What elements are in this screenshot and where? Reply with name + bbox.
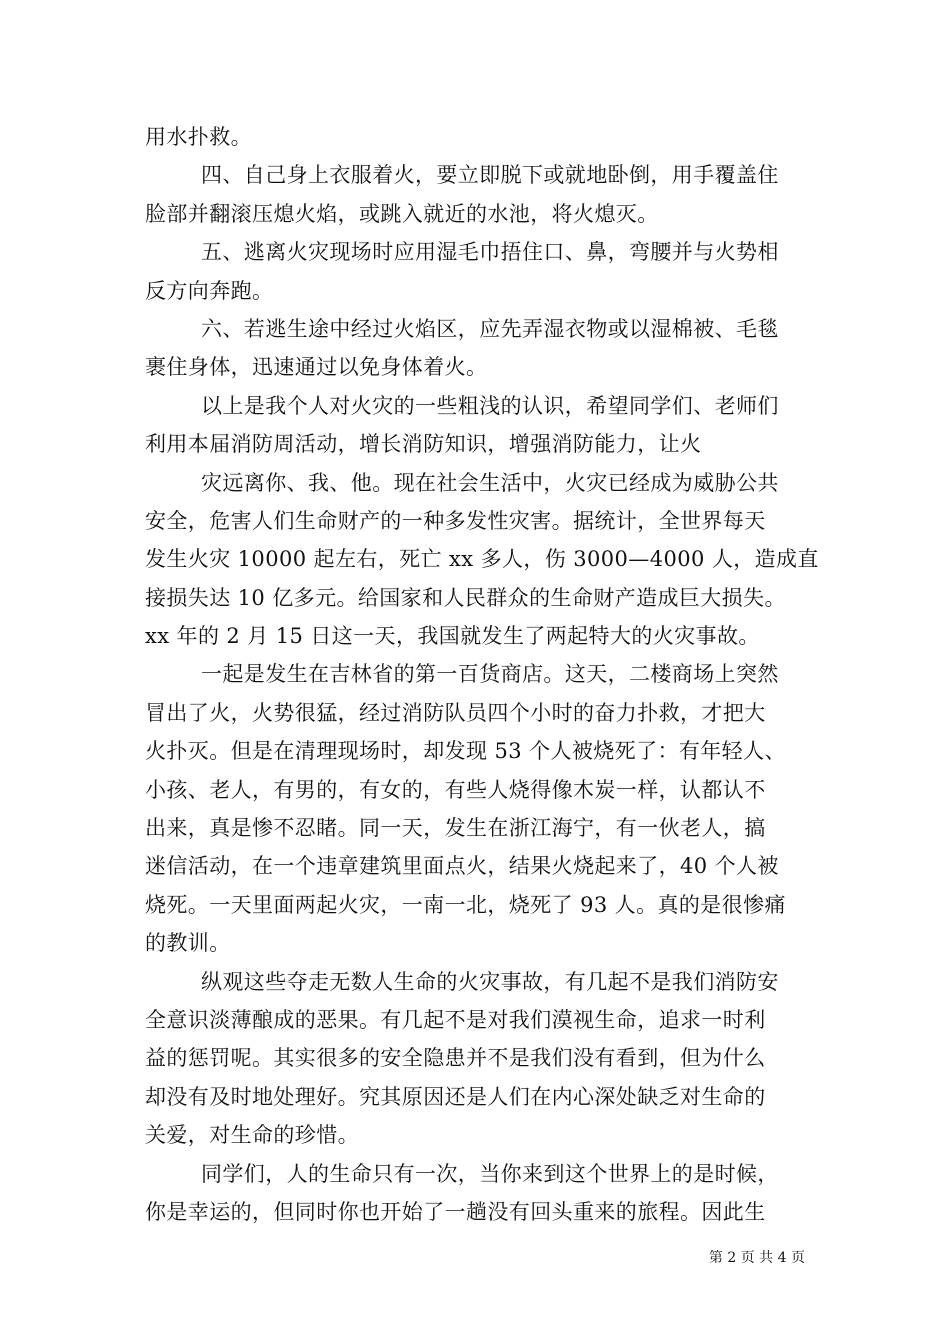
text-line: 反方向奔跑。 (145, 278, 274, 303)
footer-prefix: 第 (708, 1250, 723, 1266)
text-line: 发生火灾 10000 起左右，死亡 xx 多人，伤 3000—4000 人，造成直 (145, 547, 819, 572)
footer-suffix: 页 (791, 1250, 805, 1266)
text-line: 六、若逃生途中经过火焰区，应先弄湿衣物或以湿棉被、毛毯 (201, 316, 779, 341)
page-footer (709, 1247, 805, 1267)
text-line: xx 年的 2 月 15 日这一天，我国就发生了两起特大的火灾事故。 (145, 624, 760, 649)
text-line: 脸部并翻滚压熄火焰，或跳入就近的水池，将火熄灭。 (145, 201, 659, 226)
text-line: 五、逃离火灾现场时应用湿毛巾捂住口、鼻，弯腰并与火势相 (201, 240, 779, 265)
paragraph (145, 310, 815, 387)
text-line: 火扑灭。但是在清理现场时，却发现 53 个人被烧死了：有年轻人、 (145, 739, 786, 764)
text-line: 利用本届消防周活动，增长消防知识，增强消防能力，让火 (145, 432, 702, 457)
text-line: 迷信活动，在一个违章建筑里面点火，结果火烧起来了，40 个人被 (145, 854, 779, 879)
text-line: 出来，真是惨不忍睹。同一天，发生在浙江海宁，有一伙老人，搞 (145, 816, 766, 841)
paragraph (145, 118, 815, 156)
document-body (145, 118, 819, 1231)
text-line: 灾远离你、我、他。现在社会生活中，火灾已经成为威胁公共 (201, 470, 779, 495)
text-line: 接损失达 10 亿多元。给国家和人民群众的生命财产造成巨大损失。 (145, 585, 786, 610)
paragraph (145, 464, 819, 656)
footer-total-pages: 4 (777, 1250, 787, 1266)
paragraph (145, 963, 815, 1155)
paragraph (145, 233, 815, 310)
text-line: 你是幸运的，但同时你也开始了一趟没有回头重来的旅程。因此生 (145, 1199, 766, 1224)
text-line: 四、自己身上衣服着火，要立即脱下或就地卧倒，用手覆盖住 (201, 163, 779, 188)
footer-current-page: 2 (727, 1250, 737, 1266)
paragraph (145, 655, 815, 962)
text-line: 同学们，人的生命只有一次，当你来到这个世界上的是时候， (201, 1161, 779, 1186)
paragraph (145, 156, 815, 233)
text-line: 关爱，对生命的珍惜。 (145, 1123, 359, 1148)
paragraph (145, 387, 815, 464)
text-line: 小孩、老人，有男的，有女的，有些人烧得像木炭一样，认都认不 (145, 777, 766, 802)
text-line: 用水扑救。 (145, 125, 252, 149)
text-line: 安全，危害人们生命财产的一种多发性灾害。据统计，全世界每天 (145, 508, 766, 533)
text-line: 烧死。一天里面两起火灾，一南一北，烧死了 93 人。真的是很惨痛 (145, 892, 786, 917)
text-line: 一起是发生在吉林省的第一百货商店。这天，二楼商场上突然 (201, 662, 779, 687)
text-line: 益的惩罚呢。其实很多的安全隐患并不是我们没有看到，但为什么 (145, 1046, 766, 1071)
text-line: 冒出了火，火势很猛，经过消防队员四个小时的奋力扑救，才把大 (145, 700, 766, 725)
paragraph (145, 1155, 815, 1232)
text-line: 的教训。 (145, 931, 231, 956)
text-line: 全意识淡薄酿成的恶果。有几起不是对我们漠视生命，追求一时利 (145, 1007, 766, 1032)
text-line: 却没有及时地处理好。究其原因还是人们在内心深处缺乏对生命的 (145, 1084, 766, 1109)
text-line: 纵观这些夺走无数人生命的火灾事故，有几起不是我们消防安 (201, 969, 779, 994)
text-line: 以上是我个人对火灾的一些粗浅的认识，希望同学们、老师们 (201, 393, 779, 418)
text-line: 裹住身体，迅速通过以免身体着火。 (145, 355, 488, 380)
footer-middle: 页 共 (740, 1250, 774, 1266)
